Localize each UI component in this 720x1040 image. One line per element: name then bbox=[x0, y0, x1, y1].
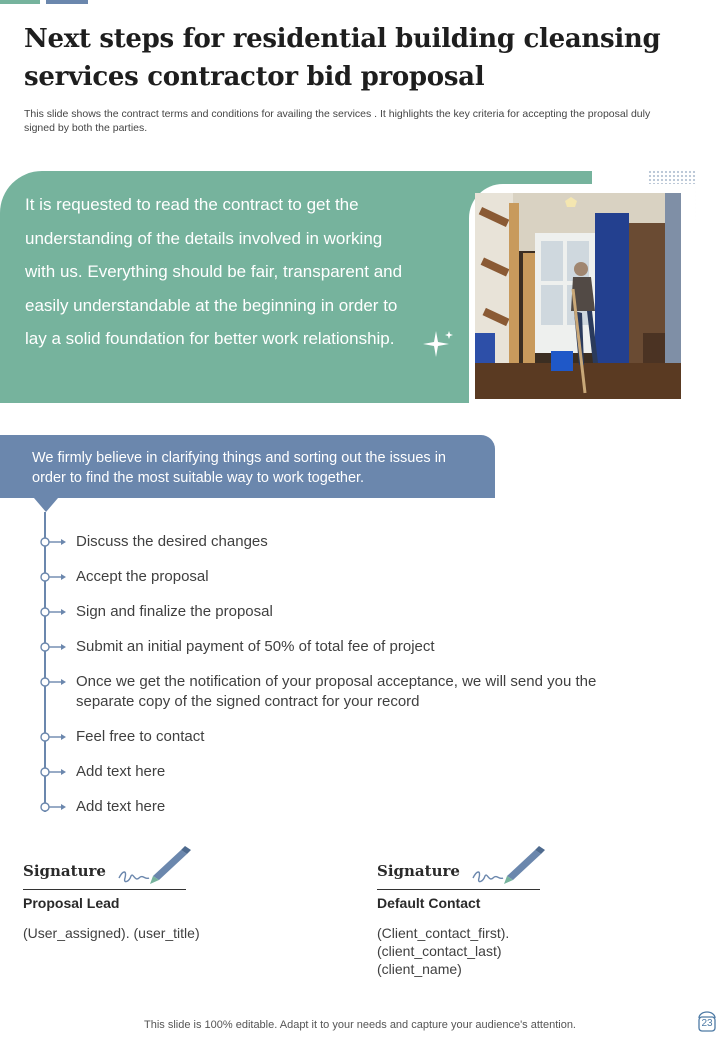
callout-pointer bbox=[34, 498, 58, 512]
pen-signature-icon bbox=[471, 842, 545, 888]
page-subtitle: This slide shows the contract terms and conditions for availing the services . It highlights the key criteria for accepting the proposal duly signed by both the parties. bbox=[24, 108, 651, 134]
step-arrow-icon bbox=[40, 732, 68, 742]
step-text: Discuss the desired changes bbox=[76, 533, 268, 550]
step-arrow-icon bbox=[40, 537, 68, 547]
callout-text: We firmly believe in clarifying things and sorting out the issues in order to find the most suitable way to work together. bbox=[32, 450, 446, 486]
intro-text: It is requested to read the contract to get the understanding of the details involved in working with us. Everything should be fair, transparent and easily understandable at the beginning in order to lay a solid foundation for better work relationship. bbox=[25, 195, 403, 349]
signature-detail: (Client_contact_first). (client_contact_last) (client_name) bbox=[377, 925, 510, 977]
signature-role: Proposal Lead bbox=[23, 895, 120, 911]
signature-line bbox=[377, 889, 540, 890]
step-text: Add text here bbox=[76, 798, 166, 815]
step-text: Add text here bbox=[76, 763, 166, 780]
top-accent-green bbox=[0, 0, 40, 4]
step-arrow-icon bbox=[40, 802, 68, 812]
page-number: 23 bbox=[701, 1018, 713, 1029]
step-arrow-icon bbox=[40, 572, 68, 582]
step-text: Once we get the notification of your proposal acceptance, we will send you the separate copy of the signed contract for your record bbox=[76, 673, 597, 710]
step-arrow-icon bbox=[40, 677, 68, 687]
step-text: Feel free to contact bbox=[76, 728, 205, 745]
signature-heading: Signature bbox=[23, 862, 106, 880]
page-number-badge bbox=[698, 1010, 716, 1032]
signature-line bbox=[23, 889, 186, 890]
signature-role: Default Contact bbox=[377, 895, 481, 911]
step-arrow-icon bbox=[40, 767, 68, 777]
top-accent-blue bbox=[46, 0, 88, 4]
footer-note: This slide is 100% editable. Adapt it to your needs and capture your audience's attention. bbox=[144, 1019, 576, 1031]
signature-detail: (User_assigned). (user_title) bbox=[23, 925, 200, 941]
pen-signature-icon bbox=[117, 842, 191, 888]
signature-heading: Signature bbox=[377, 862, 460, 880]
step-text: Accept the proposal bbox=[76, 568, 209, 585]
step-arrow-icon bbox=[40, 642, 68, 652]
step-text: Sign and finalize the proposal bbox=[76, 603, 273, 620]
step-arrow-icon bbox=[40, 607, 68, 617]
page-title: Next steps for residential building cleansing services contractor bid proposal bbox=[24, 24, 661, 92]
cleaning-photo bbox=[475, 193, 681, 399]
sparkle-icon bbox=[422, 328, 456, 358]
step-text: Submit an initial payment of 50% of total fee of project bbox=[76, 638, 435, 655]
